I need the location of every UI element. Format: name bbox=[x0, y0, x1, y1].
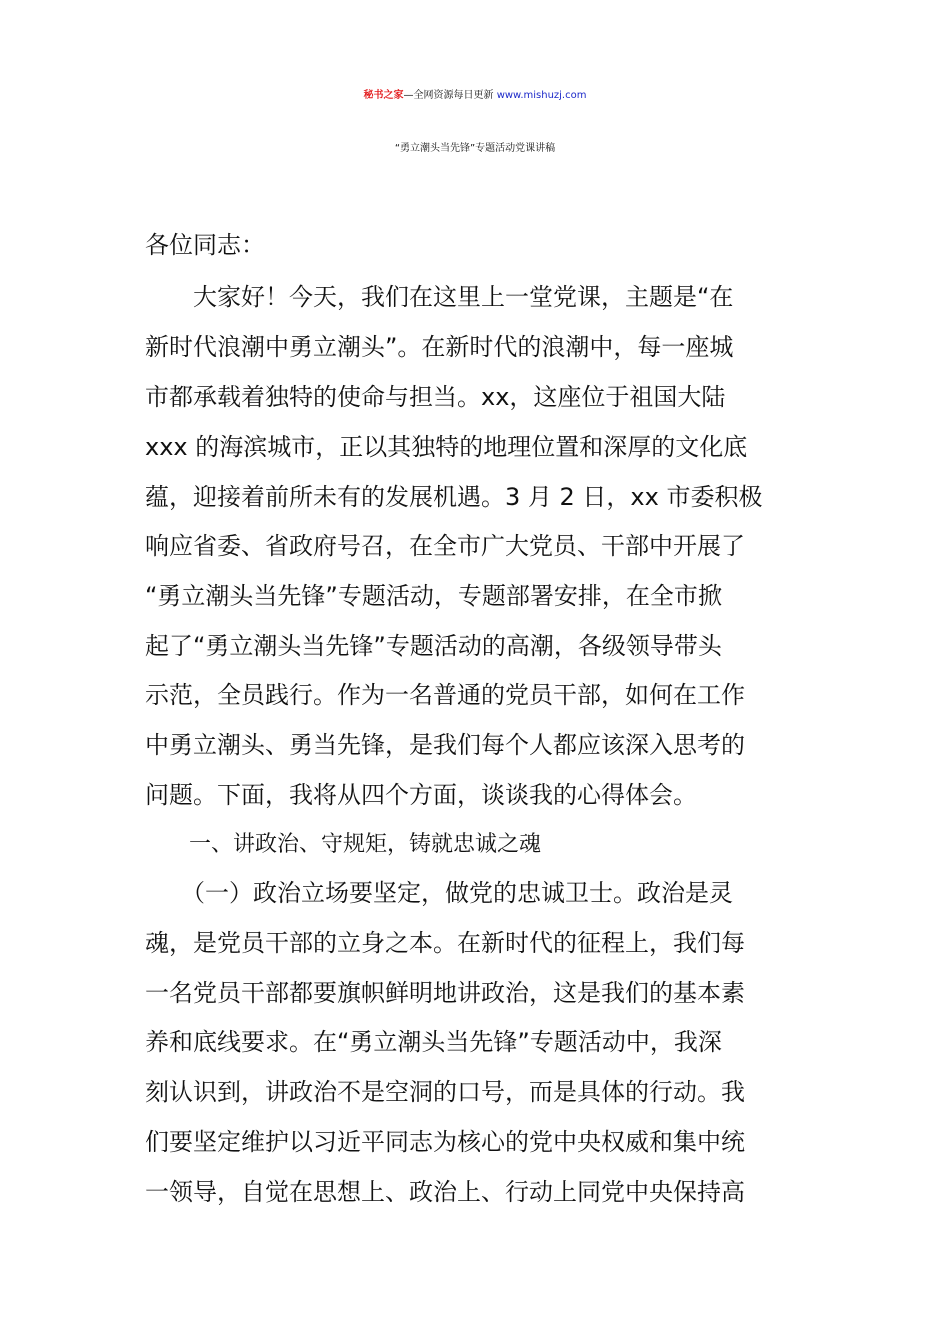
paragraph-line: 魂，是党员干部的立身之本。在新时代的征程上，我们每 bbox=[145, 929, 745, 957]
site-tagline: —全网资源每日更新 bbox=[403, 90, 497, 101]
site-brand: 秘书之家 bbox=[363, 90, 404, 101]
paragraph-line: 养和底线要求。在“勇立潮头当先锋”专题活动中，我深 bbox=[145, 1028, 722, 1056]
paragraph-line: 新时代浪潮中勇立潮头”。在新时代的浪潮中，每一座城 bbox=[145, 333, 734, 361]
paragraph-line: 一领导，自觉在思想上、政治上、行动上同党中央保持高 bbox=[145, 1178, 745, 1206]
paragraph-line: 大家好！今天，我们在这里上一堂党课，主题是“在 bbox=[145, 283, 734, 311]
paragraph-line: 刻认识到，讲政治不是空洞的口号，而是具体的行动。我 bbox=[145, 1078, 745, 1106]
paragraph-line: “勇立潮头当先锋”专题活动，专题部署安排，在全市掀 bbox=[145, 582, 722, 610]
document-title: “勇立潮头当先锋”专题活动党课讲稿 bbox=[394, 143, 556, 154]
paragraph-line: 蕴，迎接着前所未有的发展机遇。3 月 2 日，xx 市委积极 bbox=[145, 483, 763, 511]
site-header bbox=[0, 80, 950, 112]
paragraph-line: xxx 的海滨城市，正以其独特的地理位置和深厚的文化底 bbox=[145, 433, 748, 461]
paragraph-line: 示范，全员践行。作为一名普通的党员干部，如何在工作 bbox=[145, 681, 745, 709]
paragraph-line: 中勇立潮头、勇当先锋，是我们每个人都应该深入思考的 bbox=[145, 731, 745, 759]
paragraph-line: 响应省委、省政府号召，在全市广大党员、干部中开展了 bbox=[145, 532, 745, 560]
paragraph-line: 起了“勇立潮头当先锋”专题活动的高潮，各级领导带头 bbox=[145, 632, 722, 660]
paragraph-line: 问题。下面，我将从四个方面，谈谈我的心得体会。 bbox=[145, 781, 697, 809]
paragraph-line: 市都承载着独特的使命与担当。xx，这座位于祖国大陆 bbox=[145, 383, 726, 411]
section-heading: 一、讲政治、守规矩，铸就忠诚之魂 bbox=[145, 832, 542, 857]
paragraph-line: 一名党员干部都要旗帜鲜明地讲政治，这是我们的基本素 bbox=[145, 979, 745, 1007]
salutation-line: 各位同志： bbox=[145, 231, 265, 259]
site-url-link[interactable]: www.mishuzj.com bbox=[496, 90, 587, 101]
paragraph-line: 们要坚定维护以习近平同志为核心的党中央权威和集中统 bbox=[145, 1128, 745, 1156]
paragraph-line: （一）政治立场要坚定，做党的忠诚卫士。政治是灵 bbox=[145, 879, 733, 907]
